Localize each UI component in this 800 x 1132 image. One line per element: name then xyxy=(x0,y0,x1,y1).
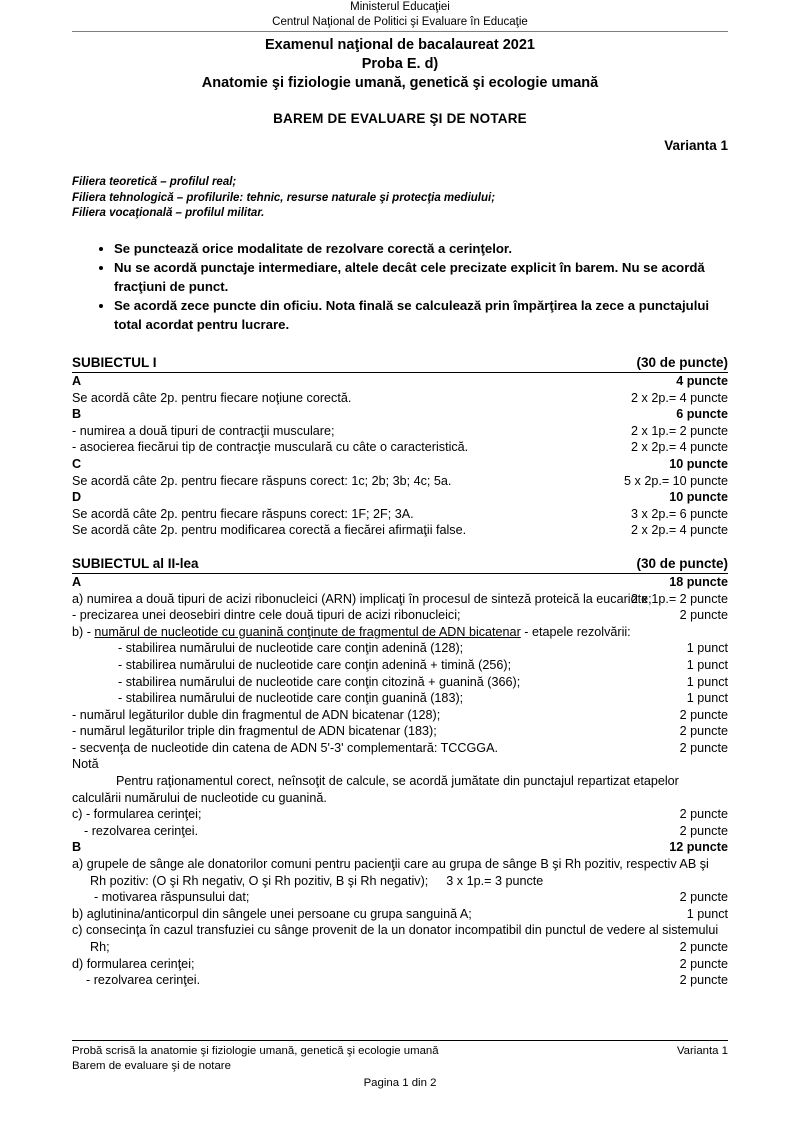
item-points: 2 puncte xyxy=(679,707,728,722)
table-row xyxy=(72,657,728,674)
item-label: D xyxy=(72,490,82,505)
item-text: Se acordă câte 2p. pentru modificarea corectă a fiecărei afirmaţii false. xyxy=(72,523,467,538)
item-points: 2 puncte xyxy=(679,940,728,954)
table-row xyxy=(72,674,728,691)
item-text: - numărul legăturilor triple din fragmentul de ADN bicatenar (183); xyxy=(72,724,437,739)
item-points: 2 puncte xyxy=(679,890,728,905)
item-b-line xyxy=(72,624,728,641)
table-row xyxy=(72,906,728,923)
list-item: • Nu se acordă punctaje intermediare, altele decât cele precizate explicit în barem. Nu se acordă fracţiuni de punct. xyxy=(114,259,728,296)
item-text: d) formularea cerinţei; xyxy=(72,956,195,971)
subiectul-2-heading xyxy=(72,555,728,574)
item-text: - asocierea fiecărui tip de contracţie musculară cu câte o caracteristică. xyxy=(72,440,469,455)
filiera-line-2: Filiera tehnologică – profilurile: tehnic, resurse naturale şi protecţia mediului; xyxy=(72,191,496,204)
table-row xyxy=(72,806,728,823)
item-points: 2 puncte xyxy=(679,740,728,755)
footer-varianta: Varianta 1 xyxy=(676,1045,728,1057)
item-points: 2 x 1p.= 2 puncte xyxy=(631,591,728,606)
item-text: - secvenţa de nucleotide din catena de ADN 5'-3' complementară: TCCGGA. xyxy=(72,740,498,755)
filiera-block xyxy=(72,175,728,222)
table-row xyxy=(72,956,728,973)
table-row xyxy=(72,456,728,473)
table-row xyxy=(72,473,728,490)
table-row xyxy=(72,922,728,955)
item-text: a) grupele de sânge ale donatorilor comuni pentru pacienţii care au grupa de sânge B şi Rh pozitiv, respectiv AB şi Rh pozitiv: (O şi Rh negativ, O şi Rh pozitiv, B şi Rh negativ); xyxy=(72,857,709,888)
item-points: 4 puncte xyxy=(676,374,728,388)
item-text: - rezolvarea cerinţei. xyxy=(84,823,199,838)
item-points: 10 puncte xyxy=(669,456,728,471)
item-text: a) numirea a două tipuri de acizi ribonucleici (ARN) implicaţi în procesul de sinteză proteică la eucariote; xyxy=(72,591,652,606)
list-item: • Se punctează orice modalitate de rezolvare corectă a cerinţelor. xyxy=(114,240,728,259)
item-points: 2 x 2p.= 4 puncte xyxy=(631,523,728,538)
table-row xyxy=(72,439,728,456)
item-text: - numărul legăturilor duble din fragmentul de ADN bicatenar (128); xyxy=(72,707,441,722)
subiectul-1-heading xyxy=(72,354,728,373)
varianta-label: Varianta 1 xyxy=(664,138,728,153)
item-points: 1 punct xyxy=(686,641,728,656)
table-row xyxy=(72,574,728,591)
item-text: - stabilirea numărului de nucleotide care conţin adenină (128); xyxy=(118,641,464,656)
subiectul-1-title: SUBIECTUL I xyxy=(72,355,157,370)
center-line: Centrul Naţional de Politici şi Evaluare în Educaţie xyxy=(272,16,528,28)
filiera-line-3: Filiera vocaţională – profilul militar. xyxy=(72,207,265,219)
item-points: 2 puncte xyxy=(679,807,728,822)
item-points: 3 x 2p.= 6 puncte xyxy=(631,506,728,521)
footer-top-row xyxy=(72,1044,728,1059)
header-rule xyxy=(72,31,728,32)
item-points: 1 punct xyxy=(686,674,728,689)
document-footer xyxy=(72,1040,728,1091)
item-points: 2 puncte xyxy=(679,608,728,623)
subject-title: Anatomie şi fiziologie umană, genetică şi ecologie umană xyxy=(201,75,599,91)
subiectul-2-body xyxy=(72,574,728,989)
item-text: - motivarea răspunsului dat; xyxy=(94,890,250,905)
item-points: 1 punct xyxy=(686,906,728,921)
subiectul-2-title-rest: al II-lea xyxy=(149,555,199,571)
table-row xyxy=(72,390,728,407)
item-b-underlined: numărul de nucleotide cu guanină conţinute de fragmentul de ADN bicatenar xyxy=(94,624,521,639)
table-row xyxy=(72,856,728,889)
item-text: c) - formularea cerinţei; xyxy=(72,807,202,822)
item-points: 2 x 1p.= 2 puncte xyxy=(631,423,728,438)
exam-title: Examenul naţional de bacalaureat 2021 xyxy=(265,37,535,53)
item-points: 6 puncte xyxy=(676,407,728,422)
item-points: 10 puncte xyxy=(669,490,728,505)
table-row xyxy=(72,839,728,856)
item-points: 3 x 1p.= 3 puncte xyxy=(446,873,544,888)
table-row xyxy=(72,740,728,757)
item-text: c) consecinţa în cazul transfuziei cu sânge provenit de la un donator incompatibil din punctul de vedere al sistemului Rh; xyxy=(72,923,719,954)
nota-text: Pentru raţionamentul corect, neînsoţit de calcule, se acordă jumătate din punctajul repartizat etapelor calculării numărului de nucleotide cu guanină. xyxy=(72,774,679,805)
subiectul-2-title-bold: SUBIECTUL xyxy=(72,555,150,571)
item-text: - stabilirea numărului de nucleotide care conţin adenină + timină (256); xyxy=(118,657,512,672)
subiectul-2-title xyxy=(72,555,199,572)
item-points: 2 puncte xyxy=(679,973,728,988)
table-row xyxy=(72,707,728,724)
table-row xyxy=(72,823,728,840)
item-points: 2 x 2p.= 4 puncte xyxy=(631,440,728,455)
item-label: B xyxy=(72,407,82,422)
ministry-line: Ministerul Educaţiei xyxy=(350,1,450,13)
subiectul-1-points: (30 de puncte) xyxy=(636,355,728,370)
subiectul-2-points: (30 de puncte) xyxy=(636,555,728,571)
table-row xyxy=(72,406,728,423)
proba-label: Proba E. d) xyxy=(361,56,439,72)
item-points: 5 x 2p.= 10 puncte xyxy=(624,473,728,488)
item-text: - numirea a două tipuri de contracţii musculare; xyxy=(72,423,335,438)
table-row xyxy=(72,489,728,506)
item-points: 12 puncte xyxy=(669,840,728,855)
table-row xyxy=(72,690,728,707)
subiectul-1-body xyxy=(72,373,728,539)
barem-title: BAREM DE EVALUARE ŞI DE NOTARE xyxy=(273,111,527,126)
item-points: 1 punct xyxy=(686,657,728,672)
item-text: Se acordă câte 2p. pentru fiecare noţiune corectă. xyxy=(72,390,352,405)
item-label: C xyxy=(72,456,82,471)
nota-label: Notă xyxy=(72,757,99,772)
item-text: - rezolvarea cerinţei. xyxy=(86,973,201,988)
table-row xyxy=(72,373,728,390)
item-points: 2 puncte xyxy=(679,823,728,838)
page-content xyxy=(72,0,728,989)
table-row xyxy=(72,889,728,906)
footer-exam-label: Probă scrisă la anatomie şi fiziologie umană, genetică şi ecologie umană xyxy=(72,1045,439,1057)
list-item: • Se acordă zece puncte din oficiu. Nota finală se calculează prin împărţirea la zece a punctajului total acordat pentru lucrare. xyxy=(114,297,728,334)
item-points: 2 x 2p.= 4 puncte xyxy=(631,390,728,405)
item-text: - stabilirea numărului de nucleotide care conţin guanină (183); xyxy=(118,691,464,706)
item-points: 18 puncte xyxy=(669,574,728,589)
document-header xyxy=(72,0,728,153)
item-b-prefix: b) - xyxy=(72,624,95,639)
grading-rules-list xyxy=(72,240,728,335)
footer-barem-label: Barem de evaluare şi de notare xyxy=(72,1060,231,1072)
item-text: Se acordă câte 2p. pentru fiecare răspuns corect: 1c; 2b; 3b; 4c; 5a. xyxy=(72,473,452,488)
item-text: Se acordă câte 2p. pentru fiecare răspuns corect: 1F; 2F; 3A. xyxy=(72,506,414,521)
table-row xyxy=(72,522,728,539)
item-points: 2 puncte xyxy=(679,956,728,971)
item-text: - precizarea unei deosebiri dintre cele două tipuri de acizi ribonucleici; xyxy=(72,608,461,623)
item-text: - stabilirea numărului de nucleotide care conţin citozină + guanină (366); xyxy=(118,674,521,689)
item-label: A xyxy=(72,574,82,589)
filiera-line-1: Filiera teoretică – profilul real; xyxy=(72,176,237,188)
item-text: b) aglutinina/anticorpul din sângele unei persoane cu grupa sanguină A; xyxy=(72,906,472,921)
table-row xyxy=(72,723,728,740)
item-points: 1 punct xyxy=(686,691,728,706)
table-row xyxy=(72,591,728,608)
item-label: B xyxy=(72,840,82,855)
item-label: A xyxy=(72,374,82,388)
item-b-suffix: - etapele rezolvării: xyxy=(520,624,631,639)
table-row xyxy=(72,607,728,624)
table-row xyxy=(72,640,728,657)
table-row xyxy=(72,972,728,989)
item-points: 2 puncte xyxy=(679,724,728,739)
page-number: Pagina 1 din 2 xyxy=(363,1077,437,1089)
table-row xyxy=(72,423,728,440)
table-row xyxy=(72,506,728,523)
